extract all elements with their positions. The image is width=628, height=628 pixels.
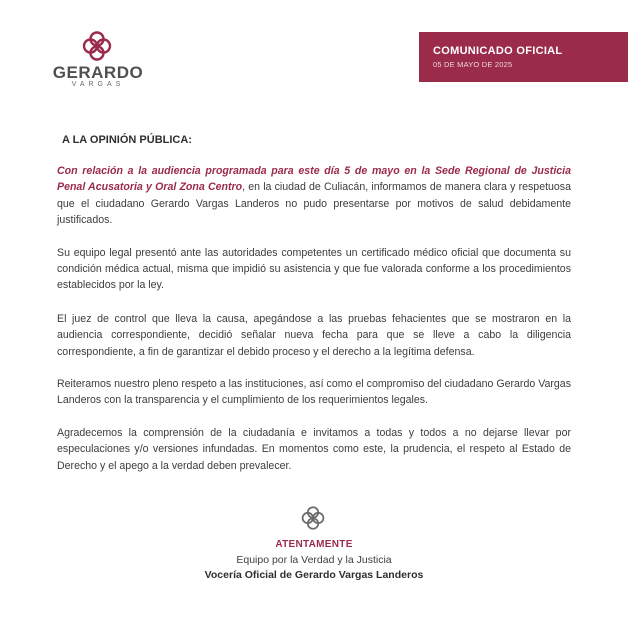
logo-knot-icon bbox=[82, 30, 112, 62]
paragraph-1-highlight: Con relación a la audiencia programada para este día 5 de mayo en la Sede Regional de Justicia Penal Acusatoria y Oral Zona Centro bbox=[57, 165, 571, 194]
signature-closing: ATENTAMENTE bbox=[275, 539, 353, 550]
logo-name: GERARDO bbox=[52, 63, 144, 82]
statement-body bbox=[57, 163, 571, 490]
greeting-heading: A LA OPINIÓN PÚBLICA: bbox=[62, 134, 192, 146]
paragraph-2: Su equipo legal presentó ante las autoridades competentes un certificado médico oficial que documenta su condición médica actual, misma que impidió su asistencia y que fue valorada conforme a los procedimientos establecidos por la ley. bbox=[57, 246, 571, 292]
banner-title: COMUNICADO OFICIAL bbox=[433, 45, 563, 57]
logo-subname: VARGAS bbox=[71, 81, 125, 88]
paragraph-3: El juez de control que lleva la causa, apegándose a las pruebas fehacientes que se mostraron en la audiencia correspondiente, decidió señalar nueva fecha para que se lleve a cabo la diligencia correspondiente, a fin de garantizar el debido proceso y el derecho a la legítima defensa. bbox=[57, 312, 571, 358]
signature-team: Equipo por la Verdad y la Justicia bbox=[236, 554, 392, 566]
paragraph-1 bbox=[57, 163, 571, 229]
header-banner bbox=[419, 32, 628, 82]
signature-knot-icon bbox=[301, 505, 325, 531]
paragraph-5: Agradecemos la comprensión de la ciudadanía e invitamos a todas y todos a no dejarse llevar por especulaciones y/o versiones infundadas. En momentos como este, la prudencia, el respeto al Estado de Derecho y el apego a la verdad deben prevalecer. bbox=[57, 426, 571, 472]
paragraph-1-text: , en la ciudad de Culiacán, informamos de manera clara y respetuosa que el ciudadano Gerardo Vargas Landeros no pudo presentarse por motivos de salud debidamente justificados. bbox=[57, 181, 571, 227]
paragraph-4: Reiteramos nuestro pleno respeto a las instituciones, así como el compromiso del ciudadano Gerardo Vargas Landeros con la transparencia y el cumplimiento de los requerimientos legales. bbox=[57, 378, 571, 407]
signature-office: Vocería Oficial de Gerardo Vargas Landeros bbox=[204, 569, 424, 581]
banner-date: 05 DE MAYO DE 2025 bbox=[433, 60, 513, 69]
